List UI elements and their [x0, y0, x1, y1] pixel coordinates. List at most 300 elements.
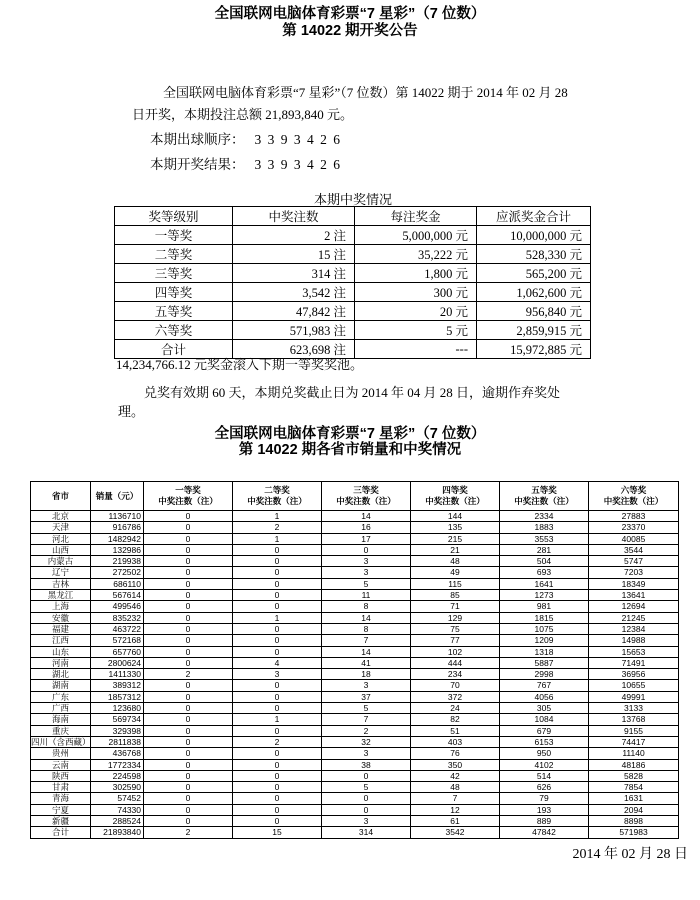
table-cell: 1084 [500, 714, 589, 725]
table-cell: 27883 [589, 511, 679, 522]
table-row [115, 245, 591, 264]
table-cell: 0 [322, 544, 411, 555]
table-cell: 北京 [31, 511, 91, 522]
prize1-sublabel: 中奖注数（注） [158, 496, 218, 506]
table-cell: 1641 [500, 578, 589, 589]
table-cell: 889 [500, 816, 589, 827]
table-cell: 51 [411, 725, 500, 736]
table-row [31, 725, 679, 736]
table-cell: 0 [144, 793, 233, 804]
table-cell: 569734 [91, 714, 144, 725]
table-cell: 2 [144, 827, 233, 838]
column-header-prize-level: 奖等级别 [115, 207, 233, 226]
table-cell: 49 [411, 567, 500, 578]
table-cell: 3133 [589, 703, 679, 714]
table-row [31, 578, 679, 589]
table-cell: 0 [144, 544, 233, 555]
table-cell: 47,842 注 [233, 302, 355, 321]
table-cell: 0 [144, 578, 233, 589]
table-cell: 黑龙江 [31, 590, 91, 601]
rollover-text: 14,234,766.12 元奖金滚入下期一等奖奖池。 [116, 357, 364, 372]
table-cell: 49991 [589, 691, 679, 702]
table-row [31, 556, 679, 567]
table-cell: 0 [233, 691, 322, 702]
table-cell: 3 [322, 816, 411, 827]
table-cell: 0 [233, 748, 322, 759]
table-cell: 陕西 [31, 770, 91, 781]
table-cell: 2998 [500, 669, 589, 680]
table-cell: 0 [144, 725, 233, 736]
table-cell: 青海 [31, 793, 91, 804]
table-cell: 14988 [589, 635, 679, 646]
table-cell: 0 [233, 556, 322, 567]
table-cell: 32 [322, 736, 411, 747]
table-cell: 0 [144, 533, 233, 544]
table-cell: 767 [500, 680, 589, 691]
table-cell: 3 [233, 669, 322, 680]
table-cell: 内蒙古 [31, 556, 91, 567]
table-cell: 75 [411, 623, 500, 634]
prize-table-body [115, 226, 591, 359]
table-cell: 0 [144, 680, 233, 691]
table-cell: 2094 [589, 804, 679, 815]
table-row [115, 321, 591, 340]
table-cell: 8898 [589, 816, 679, 827]
table-cell: 14 [322, 612, 411, 623]
table-cell: 281 [500, 544, 589, 555]
table-cell: 193 [500, 804, 589, 815]
table-cell: 82 [411, 714, 500, 725]
draw-result-digits: 3 3 9 3 4 2 6 [254, 157, 342, 172]
redeem-paragraph [118, 383, 590, 421]
table-row [31, 691, 679, 702]
table-cell: 0 [322, 770, 411, 781]
table-cell: 云南 [31, 759, 91, 770]
table-cell: 835232 [91, 612, 144, 623]
intro-line1: 全国联网电脑体育彩票“7 星彩”（7 位数）第 14022 期于 2014 年 02 月 28 [163, 85, 568, 100]
page-title-line1: 全国联网电脑体育彩票“7 星彩”（7 位数） [214, 6, 486, 22]
table-cell: 504 [500, 556, 589, 567]
prize5-label: 五等奖 [531, 485, 557, 495]
table-row [31, 612, 679, 623]
table-cell: 514 [500, 770, 589, 781]
table-cell: 47842 [500, 827, 589, 838]
table-cell: 0 [144, 511, 233, 522]
table-cell: 山西 [31, 544, 91, 555]
table-cell: 15 注 [233, 245, 355, 264]
table-cell: 7854 [589, 782, 679, 793]
table-cell: 314 [322, 827, 411, 838]
column-header-sales: 销量（元） [91, 482, 144, 511]
table-cell: 314 注 [233, 264, 355, 283]
table-cell: 天津 [31, 522, 91, 533]
table-cell: 山东 [31, 646, 91, 657]
table-cell: 3,542 注 [233, 283, 355, 302]
table-cell: 403 [411, 736, 500, 747]
table-cell: 1 [233, 714, 322, 725]
table-cell: 0 [144, 601, 233, 612]
prize6-label: 六等奖 [620, 485, 647, 495]
table-cell: 572168 [91, 635, 144, 646]
table-row [31, 782, 679, 793]
table-cell: 21 [411, 544, 500, 555]
table-cell: 7 [322, 635, 411, 646]
table-cell: 0 [233, 601, 322, 612]
table-cell: 0 [144, 759, 233, 770]
table-cell: 3 [322, 567, 411, 578]
table-row [31, 522, 679, 533]
table-cell: 329398 [91, 725, 144, 736]
table-cell: 1,062,600 元 [477, 283, 591, 302]
table-cell: 甘肃 [31, 782, 91, 793]
table-cell: 二等奖 [115, 245, 233, 264]
table-cell: 70 [411, 680, 500, 691]
prize4-label: 四等奖 [442, 485, 468, 495]
table-row [115, 226, 591, 245]
table-cell: 7203 [589, 567, 679, 578]
table-cell: 18 [322, 669, 411, 680]
prize-table-caption: 本期中奖情况 [313, 192, 392, 207]
table-cell: 40085 [589, 533, 679, 544]
table-cell: 10,000,000 元 [477, 226, 591, 245]
prize2-label: 二等奖 [264, 485, 290, 495]
ball-order-row [150, 128, 342, 148]
table-cell: 2,859,915 元 [477, 321, 591, 340]
table-cell: 1318 [500, 646, 589, 657]
table-row [31, 669, 679, 680]
table-cell: 福建 [31, 623, 91, 634]
table-cell: 6153 [500, 736, 589, 747]
table-cell: 0 [144, 612, 233, 623]
column-header-total-payout: 应派奖金合计 [477, 207, 591, 226]
table-row [31, 770, 679, 781]
table-cell: 0 [144, 748, 233, 759]
table-cell: 重庆 [31, 725, 91, 736]
table-row [31, 646, 679, 657]
table-cell: 0 [233, 680, 322, 691]
table-cell: 0 [233, 646, 322, 657]
table-cell: 0 [144, 770, 233, 781]
table-cell: 新疆 [31, 816, 91, 827]
prize5-sublabel: 中奖注数（注） [514, 496, 574, 506]
province-table-header-row [31, 482, 679, 511]
table-cell: 0 [233, 770, 322, 781]
table-row [31, 827, 679, 838]
table-cell: 219938 [91, 556, 144, 567]
table-cell: 7 [322, 714, 411, 725]
table-cell: 辽宁 [31, 567, 91, 578]
intro-line2: 日开奖，本期投注总额 21,893,840 元。 [132, 107, 354, 122]
table-cell: 1815 [500, 612, 589, 623]
column-header-prize1 [144, 482, 233, 511]
table-cell: 0 [144, 804, 233, 815]
table-row [31, 804, 679, 815]
column-header-prize3 [322, 482, 411, 511]
table-cell: 7 [411, 793, 500, 804]
table-cell: 1 [233, 533, 322, 544]
table-cell: 463722 [91, 623, 144, 634]
table-cell: 2 注 [233, 226, 355, 245]
table-cell: 1273 [500, 590, 589, 601]
draw-result-label: 本期开奖结果： [150, 157, 245, 172]
table-cell: 1631 [589, 793, 679, 804]
table-cell: 0 [233, 623, 322, 634]
table-cell: 12694 [589, 601, 679, 612]
column-header-prize4 [411, 482, 500, 511]
table-cell: 0 [233, 578, 322, 589]
table-cell: 571,983 注 [233, 321, 355, 340]
table-cell: 528,330 元 [477, 245, 591, 264]
table-cell: 305 [500, 703, 589, 714]
table-cell: 71491 [589, 657, 679, 668]
table-cell: 9155 [589, 725, 679, 736]
ball-order-label: 本期出球顺序： [150, 132, 245, 147]
table-cell: 17 [322, 533, 411, 544]
table-cell: 1 [233, 612, 322, 623]
table-cell: 571983 [589, 827, 679, 838]
table-cell: 23370 [589, 522, 679, 533]
table-cell: 20 元 [355, 302, 477, 321]
table-cell: 0 [144, 567, 233, 578]
table-row [31, 748, 679, 759]
table-cell: 2 [144, 669, 233, 680]
column-header-winning-bets: 中奖注数 [233, 207, 355, 226]
table-cell: 372 [411, 691, 500, 702]
table-cell: 四等奖 [115, 283, 233, 302]
section-title [0, 427, 700, 458]
table-cell: 合计 [31, 827, 91, 838]
table-cell: 693 [500, 567, 589, 578]
table-cell: 8 [322, 623, 411, 634]
footer-date: 2014 年 02 月 28 日 [572, 847, 688, 862]
page-title [0, 6, 700, 39]
table-row [31, 511, 679, 522]
table-cell: 0 [322, 804, 411, 815]
table-cell: 77 [411, 635, 500, 646]
table-cell: 0 [144, 646, 233, 657]
table-cell: 102 [411, 646, 500, 657]
table-cell: 3 [322, 748, 411, 759]
table-row [31, 623, 679, 634]
section-title-line1: 全国联网电脑体育彩票“7 星彩”（7 位数） [214, 426, 486, 442]
table-cell: 0 [144, 816, 233, 827]
table-row [31, 714, 679, 725]
table-cell: 657760 [91, 646, 144, 657]
table-cell: 0 [144, 782, 233, 793]
table-cell: 623,698 注 [233, 340, 355, 359]
table-cell: 5,000,000 元 [355, 226, 477, 245]
table-row [115, 264, 591, 283]
table-cell: 21245 [589, 612, 679, 623]
table-cell: 76 [411, 748, 500, 759]
table-cell: 288524 [91, 816, 144, 827]
table-row [31, 533, 679, 544]
table-row [115, 302, 591, 321]
table-cell: 18349 [589, 578, 679, 589]
table-cell: 宁夏 [31, 804, 91, 815]
table-cell: 0 [144, 590, 233, 601]
column-header-province: 省市 [31, 482, 91, 511]
table-cell: 85 [411, 590, 500, 601]
table-cell: 13641 [589, 590, 679, 601]
section-title-line2: 第 14022 期各省市销量和中奖情况 [238, 441, 462, 458]
table-cell: 0 [233, 793, 322, 804]
table-cell: 2811838 [91, 736, 144, 747]
table-cell: 0 [233, 635, 322, 646]
table-cell: 0 [233, 567, 322, 578]
column-header-prize5 [500, 482, 589, 511]
table-cell: 499546 [91, 601, 144, 612]
table-cell: 12 [411, 804, 500, 815]
table-cell: 0 [144, 736, 233, 747]
table-cell: 132986 [91, 544, 144, 555]
prize-table-header-row [115, 207, 591, 226]
table-cell: 57452 [91, 793, 144, 804]
page-title-line2: 第 14022 期开奖公告 [282, 22, 418, 39]
table-cell: 436768 [91, 748, 144, 759]
table-cell: 4 [233, 657, 322, 668]
province-table-body [31, 511, 679, 839]
table-cell: 5 [322, 703, 411, 714]
table-cell: 0 [144, 691, 233, 702]
table-cell: 79 [500, 793, 589, 804]
table-cell: 0 [144, 635, 233, 646]
table-cell: 916786 [91, 522, 144, 533]
table-row [31, 544, 679, 555]
province-table [30, 481, 679, 839]
table-cell: 一等奖 [115, 226, 233, 245]
table-cell: 湖北 [31, 669, 91, 680]
table-cell: 14 [322, 511, 411, 522]
table-row [31, 816, 679, 827]
table-cell: 12384 [589, 623, 679, 634]
table-row [31, 635, 679, 646]
table-cell: 1,800 元 [355, 264, 477, 283]
prize4-sublabel: 中奖注数（注） [425, 496, 485, 506]
table-cell: 389312 [91, 680, 144, 691]
prize3-label: 三等奖 [353, 485, 379, 495]
table-cell: 2 [322, 725, 411, 736]
table-cell: 海南 [31, 714, 91, 725]
table-cell: 950 [500, 748, 589, 759]
table-cell: 三等奖 [115, 264, 233, 283]
table-cell: 六等奖 [115, 321, 233, 340]
table-cell: 8 [322, 601, 411, 612]
column-header-prize-per-bet: 每注奖金 [355, 207, 477, 226]
prize1-label: 一等奖 [175, 485, 201, 495]
table-cell: 37 [322, 691, 411, 702]
prize2-sublabel: 中奖注数（注） [247, 496, 307, 506]
table-cell: 24 [411, 703, 500, 714]
table-cell: 2 [233, 736, 322, 747]
table-cell: 1772334 [91, 759, 144, 770]
table-cell: 3 [322, 680, 411, 691]
table-cell: 48186 [589, 759, 679, 770]
table-cell: 48 [411, 556, 500, 567]
table-cell: 1 [233, 511, 322, 522]
table-cell: 71 [411, 601, 500, 612]
table-cell: 合计 [115, 340, 233, 359]
table-cell: 3544 [589, 544, 679, 555]
table-cell: 35,222 元 [355, 245, 477, 264]
table-cell: 0 [144, 703, 233, 714]
table-cell: 444 [411, 657, 500, 668]
table-cell: 16 [322, 522, 411, 533]
table-cell: 1136710 [91, 511, 144, 522]
table-cell: 0 [144, 657, 233, 668]
ball-order-digits: 3 3 9 3 4 2 6 [254, 132, 342, 147]
table-cell: 350 [411, 759, 500, 770]
table-cell: --- [355, 340, 477, 359]
table-cell: 5828 [589, 770, 679, 781]
prize-table [114, 206, 591, 359]
table-cell: 565,200 元 [477, 264, 591, 283]
redeem-line1: 兑奖有效期 60 天，本期兑奖截止日为 2014 年 04 月 28 日，逾期作弃奖处 [144, 385, 561, 400]
table-cell: 234 [411, 669, 500, 680]
table-cell: 15653 [589, 646, 679, 657]
table-cell: 0 [233, 759, 322, 770]
prize3-sublabel: 中奖注数（注） [336, 496, 396, 506]
table-cell: 10655 [589, 680, 679, 691]
table-cell: 河南 [31, 657, 91, 668]
table-cell: 江西 [31, 635, 91, 646]
table-cell: 广西 [31, 703, 91, 714]
table-cell: 湖南 [31, 680, 91, 691]
table-cell: 5747 [589, 556, 679, 567]
table-cell: 0 [233, 590, 322, 601]
table-cell: 1857312 [91, 691, 144, 702]
table-row [31, 590, 679, 601]
table-cell: 42 [411, 770, 500, 781]
table-cell: 3 [322, 556, 411, 567]
table-cell: 215 [411, 533, 500, 544]
table-cell: 15,972,885 元 [477, 340, 591, 359]
table-row [31, 657, 679, 668]
table-row [115, 283, 591, 302]
table-cell: 4056 [500, 691, 589, 702]
table-cell: 0 [233, 725, 322, 736]
table-cell: 1209 [500, 635, 589, 646]
table-cell: 11 [322, 590, 411, 601]
redeem-line2: 理。 [118, 404, 145, 419]
table-cell: 679 [500, 725, 589, 736]
table-cell: 2 [233, 522, 322, 533]
table-cell: 61 [411, 816, 500, 827]
table-cell: 224598 [91, 770, 144, 781]
table-cell: 38 [322, 759, 411, 770]
column-header-prize2 [233, 482, 322, 511]
table-cell: 11140 [589, 748, 679, 759]
draw-result-row [150, 153, 342, 173]
table-cell: 0 [233, 804, 322, 815]
table-cell: 0 [144, 522, 233, 533]
table-cell: 1075 [500, 623, 589, 634]
table-cell: 上海 [31, 601, 91, 612]
table-cell: 3553 [500, 533, 589, 544]
table-cell: 5 元 [355, 321, 477, 340]
table-cell: 4102 [500, 759, 589, 770]
table-cell: 0 [144, 714, 233, 725]
table-cell: 300 元 [355, 283, 477, 302]
table-cell: 74417 [589, 736, 679, 747]
table-cell: 3542 [411, 827, 500, 838]
table-cell: 2800624 [91, 657, 144, 668]
table-cell: 41 [322, 657, 411, 668]
table-cell: 四川（含西藏） [31, 736, 91, 747]
table-cell: 0 [233, 782, 322, 793]
table-cell: 1411330 [91, 669, 144, 680]
table-cell: 48 [411, 782, 500, 793]
